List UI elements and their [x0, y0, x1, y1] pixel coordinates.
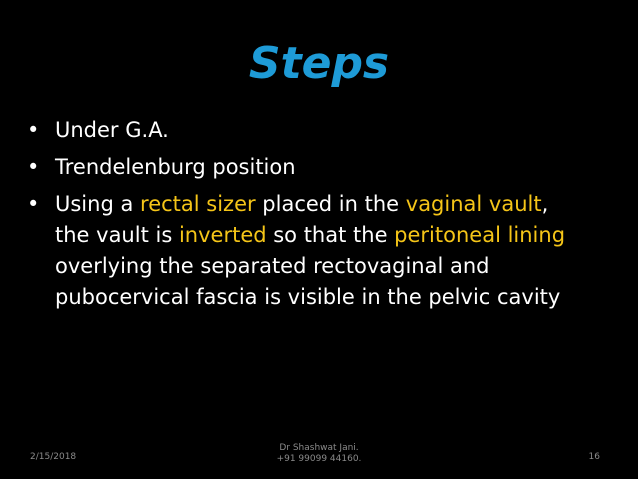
slide-title: Steps [248, 38, 390, 89]
bullet-item-rectal-sizer [27, 189, 587, 313]
highlight-peritoneal-lining: peritoneal lining [394, 223, 566, 247]
bullet-text-segment: so that the [266, 223, 395, 247]
footer-page-number: 16 [588, 452, 600, 462]
bullet-text: Under G.A. [55, 118, 169, 142]
bullet-item-under-ga [27, 115, 587, 146]
bullet-marker: • [27, 192, 40, 216]
footer-author-phone: +91 99099 44160. [276, 454, 362, 464]
bullet-text: Trendelenburg position [55, 155, 296, 179]
bullet-marker: • [27, 155, 40, 179]
bullet-text-segment: Using a [55, 192, 141, 216]
footer-date: 2/15/2018 [30, 452, 77, 462]
footer-author-name: Dr Shashwat Jani. [279, 443, 359, 453]
highlight-inverted: inverted [178, 223, 267, 247]
highlight-rectal-sizer: rectal sizer [140, 192, 256, 216]
footer-author [219, 443, 419, 465]
bullet-text-segment: placed in the [255, 192, 406, 216]
highlight-vaginal-vault: vaginal vault [405, 192, 542, 216]
bullet-list [27, 115, 587, 319]
bullet-text-segment: overlying the separated rectovaginal and pubocervical fascia is visible in the pelvic cavity [55, 254, 561, 309]
bullet-text-segment: , the vault is [55, 192, 549, 247]
bullet-marker: • [27, 118, 40, 142]
bullet-item-trendelenburg [27, 152, 587, 183]
